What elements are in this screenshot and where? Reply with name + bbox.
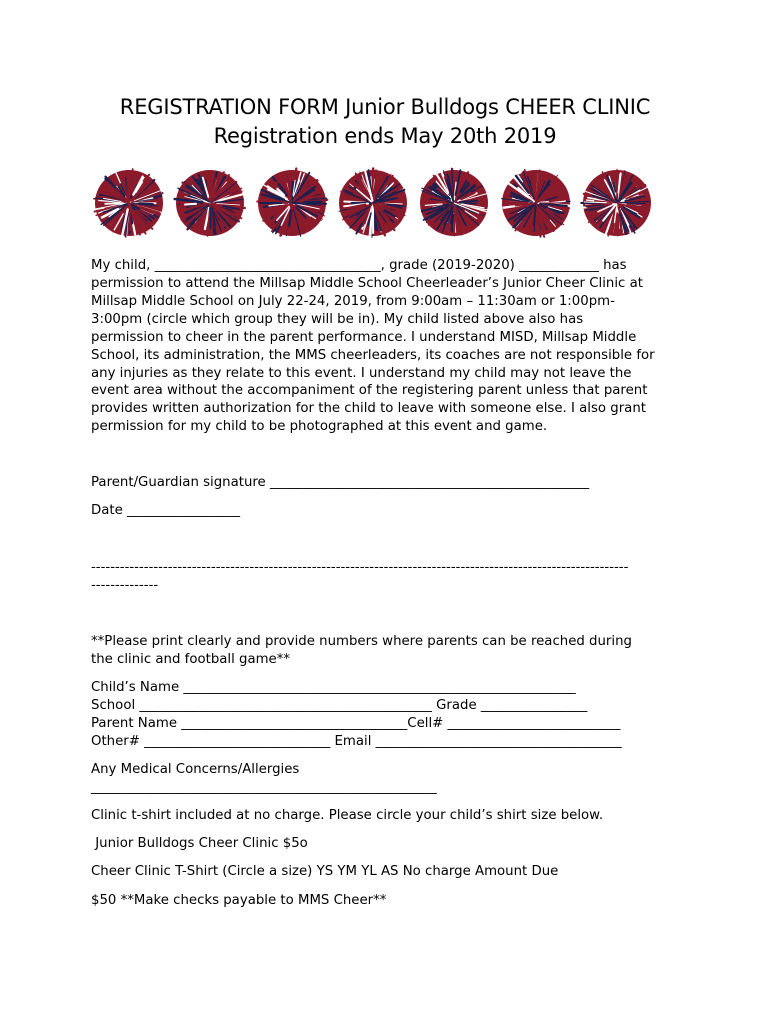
parent-signature-field[interactable]: Parent/Guardian signature ________________________________________________: [91, 475, 590, 490]
permission-line: event area without the accompaniment of the registering parent unless that parent: [91, 383, 648, 398]
parent-name-cell-field[interactable]: Parent Name __________________________________Cell# __________________________: [91, 716, 621, 731]
permission-line: School, its administration, the MMS cheerleaders, its coaches are not responsible for: [91, 348, 655, 363]
clinic-price: Junior Bulldogs Cheer Clinic $5o: [91, 836, 308, 851]
pompom-icon: [173, 166, 247, 240]
permission-line: 3:00pm (circle which group they will be in). My child listed above also has: [91, 312, 584, 327]
contact-instructions: **Please print clearly and provide numbers where parents can be reached during: [91, 634, 632, 649]
permission-line: permission for my child to be photographed at this event and game.: [91, 419, 548, 434]
contact-instructions-continued: the clinic and football game**: [91, 652, 291, 667]
pompom-icon: [499, 166, 573, 240]
permission-line: Millsap Middle School on July 22-24, 2019, from 9:00am – 11:30am or 1:00pm-: [91, 294, 615, 309]
pompom-icon: [580, 166, 654, 240]
school-grade-field[interactable]: School ____________________________________________ Grade ________________: [91, 698, 588, 713]
child-name-field[interactable]: Child’s Name ___________________________________________________________: [91, 680, 576, 695]
pompom-icon: [92, 166, 166, 240]
permission-line: any injuries as they relate to this event. I understand my child may not leave the: [91, 366, 632, 381]
pompom-row: [92, 166, 662, 242]
permission-line: permission to attend the Millsap Middle School Cheerleader’s Junior Cheer Clinic at: [91, 276, 643, 291]
permission-line: provides written authorization for the child to leave with someone else. I also grant: [91, 401, 646, 416]
pompom-icon: [336, 166, 410, 240]
tshirt-info: Clinic t-shirt included at no charge. Please circle your child’s shirt size below.: [91, 808, 604, 823]
medical-concerns-field[interactable]: ____________________________________________________: [91, 780, 437, 795]
pompom-icon: [255, 166, 329, 240]
pompom-icon: [417, 166, 491, 240]
date-field[interactable]: Date _________________: [91, 503, 241, 518]
cut-line: ----------------------------------------------------------------------------------------------------------------: [91, 560, 629, 575]
form-title: REGISTRATION FORM Junior Bulldogs CHEER CLINIC: [119, 95, 651, 119]
tshirt-size-line: Cheer Clinic T-Shirt (Circle a size) YS YM YL AS No charge Amount Due: [91, 864, 559, 879]
permission-line: My child, __________________________________, grade (2019-2020) ____________ has: [91, 258, 627, 273]
registration-deadline: Registration ends May 20th 2019: [213, 124, 557, 148]
other-phone-email-field[interactable]: Other# ____________________________ Email _____________________________________: [91, 734, 622, 749]
permission-line: permission to cheer in the parent performance. I understand MISD, Millsap Middle: [91, 330, 637, 345]
medical-concerns-label: Any Medical Concerns/Allergies: [91, 762, 300, 777]
payment-instructions: $50 **Make checks payable to MMS Cheer**: [91, 893, 387, 908]
cut-line-continued: --------------: [91, 578, 159, 593]
